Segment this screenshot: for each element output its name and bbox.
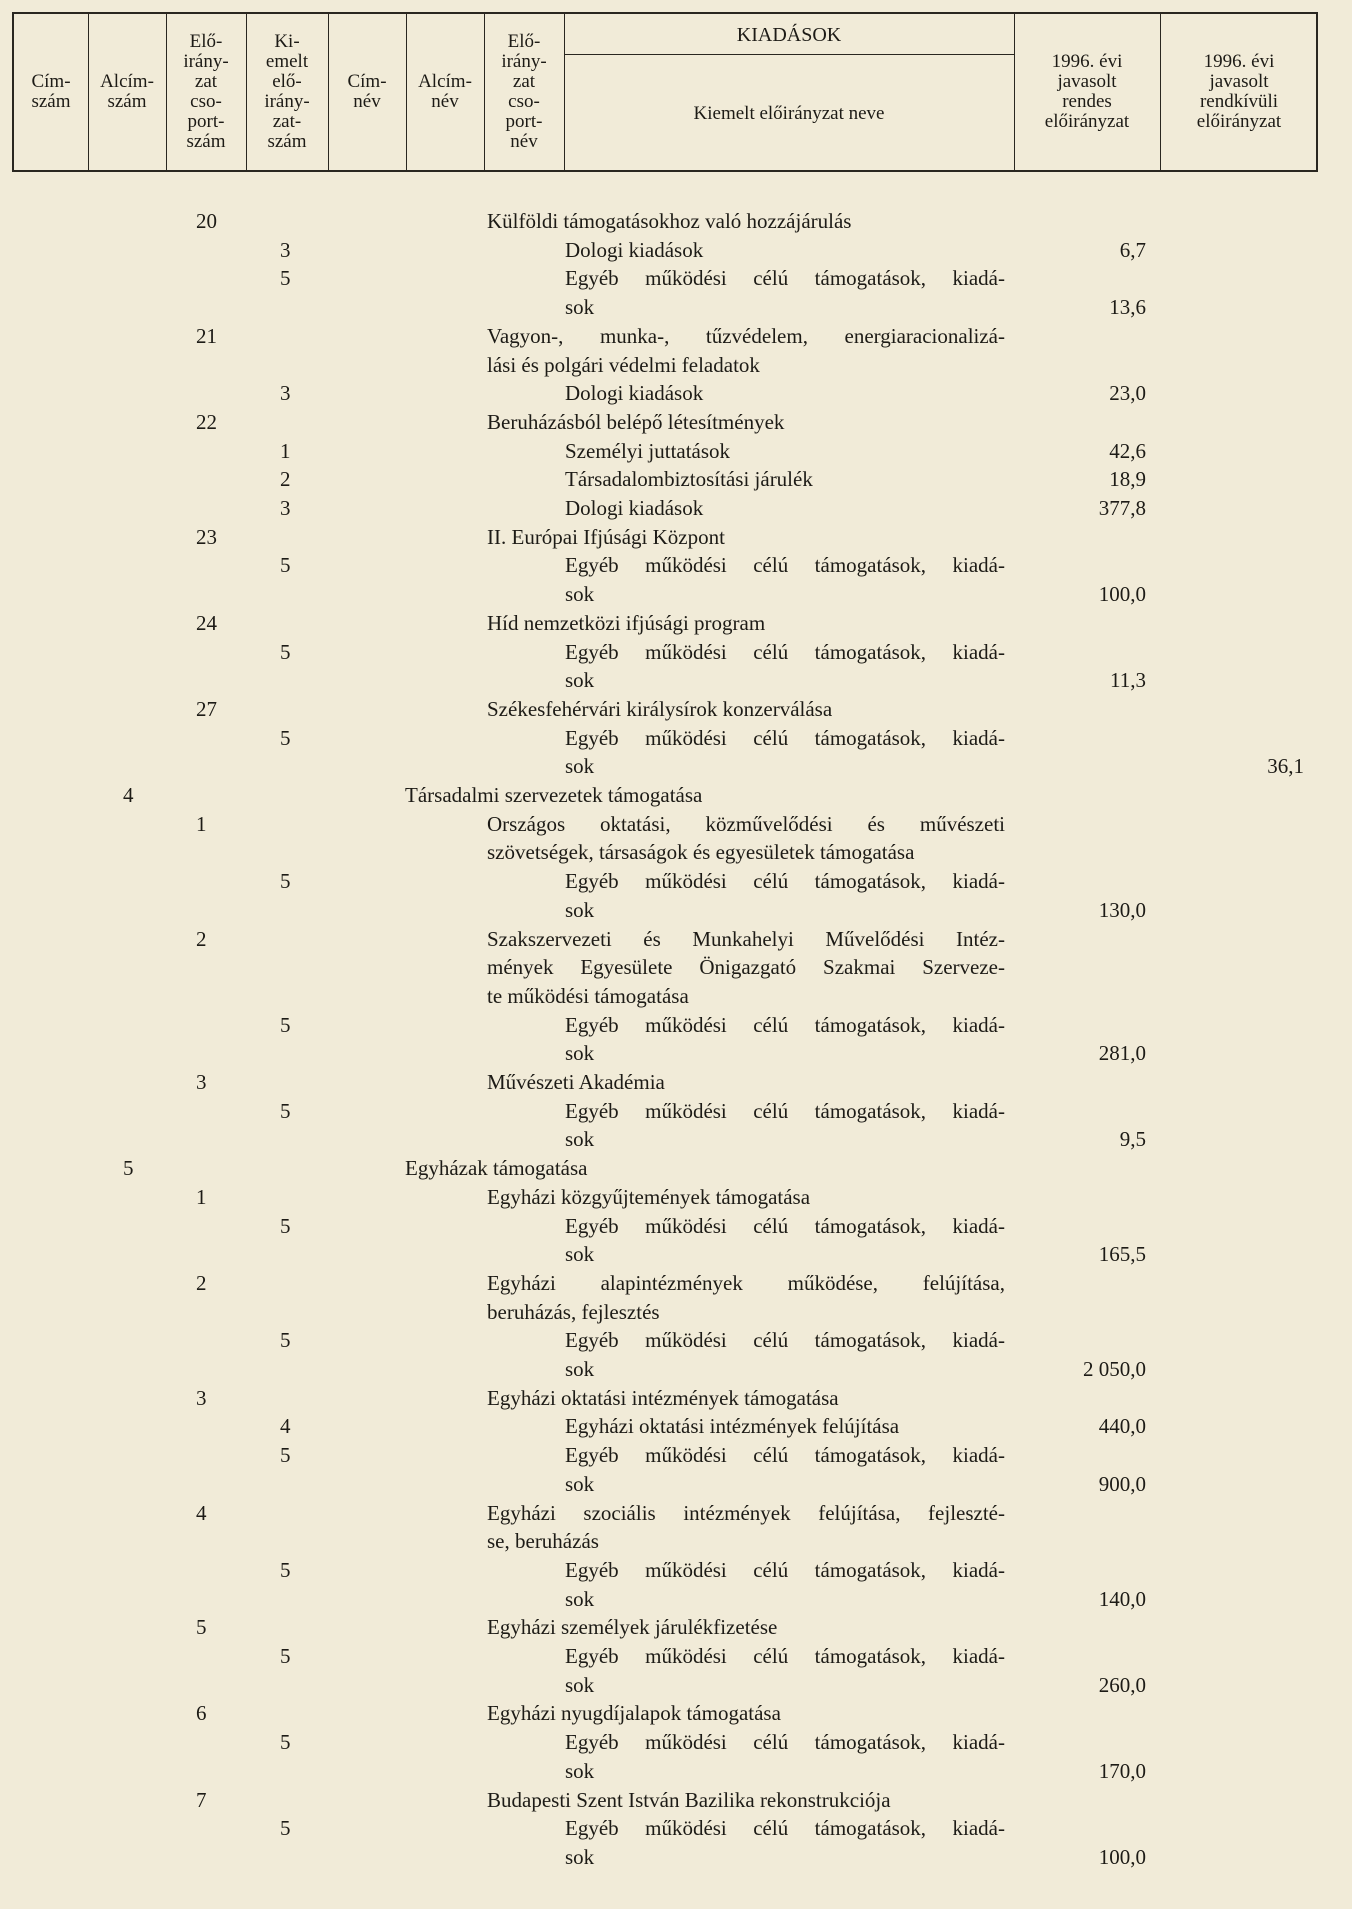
header-kiemelt-nev: Kiemelt előirányzat neve [693,103,885,124]
header-line: szám [31,91,71,112]
row-label: sok [565,1672,595,1697]
row-label: sok [565,295,595,320]
row-label: Szakszervezeti és Munkahelyi Művelődési Intéz- [487,926,1005,951]
row-label: lási és polgári védelmi feladatok [487,352,760,377]
row-label: sok [565,1844,595,1869]
rendes-amount: 9,5 [1119,1127,1146,1152]
header-line: javasolt [1209,71,1269,92]
header-rendes [1014,14,1160,170]
alcim-szam: 4 [123,783,134,807]
header-line: Cím- [347,71,387,92]
header-line: 1996. évi [1203,51,1275,72]
csoport-szam: 20 [196,209,217,233]
csoport-szam: 22 [196,409,217,434]
rendes-amount: 377,8 [1098,496,1146,520]
rendes-amount: 260,0 [1098,1672,1146,1697]
rendes-amount: 440,0 [1098,1414,1146,1439]
header-kiemeltszam [246,14,328,170]
rendes-amount: 165,5 [1098,1242,1146,1267]
row-label: Dologi kiadások [565,237,704,262]
kiemelt-szam: 5 [280,266,291,291]
rendes-amount: 11,3 [1110,668,1146,693]
csoport-szam: 2 [196,1270,207,1295]
header-kiadasok: KIADÁSOK [736,23,842,46]
header-line: Cím- [31,71,71,92]
header-line: javasolt [1057,71,1117,92]
rendes-amount: 900,0 [1098,1471,1146,1496]
row-label: Egyházi oktatási intézmények felújítása [565,1414,900,1439]
csoport-szam: 3 [196,1385,207,1410]
header-line: szám [107,91,147,112]
csoport-szam: 21 [196,323,217,348]
row-label: sok [565,1242,595,1267]
kiemelt-szam: 5 [280,869,291,894]
row-label: Híd nemzetközi ifjúsági program [487,610,766,635]
header-line: név [510,131,538,152]
kiemelt-szam: 5 [280,1443,291,1468]
header-alcimszam [88,14,166,170]
row-label: Társadalmi szervezetek támogatása [405,783,703,807]
csoport-szam: 24 [196,610,217,635]
rendes-amount: 130,0 [1098,897,1146,922]
header-rendkivuli [1160,14,1318,170]
kiemelt-szam: 3 [280,381,291,406]
csoport-szam: 27 [196,696,217,721]
header-line: emelt [265,51,309,72]
row-label: szövetségek, társaságok és egyesületek támogatása [487,840,915,865]
csoport-szam: 1 [196,811,207,836]
kiemelt-szam: 3 [280,496,291,520]
row-label: te működési támogatása [487,983,689,1008]
header-line: szám [267,131,307,152]
header-line: Alcím- [100,71,154,92]
row-label: Egyéb működési célú támogatások, kiadá- [565,1213,1005,1238]
rendes-amount: 281,0 [1098,1041,1146,1066]
header-csoportnev [484,14,564,170]
header-line: cso- [508,91,540,112]
header-line: Alcím- [418,71,472,92]
kiemelt-szam: 5 [280,553,291,578]
row-label: sok [565,582,595,607]
header-line: Elő- [507,31,541,52]
row-label: sok [565,1357,595,1381]
kiemelt-szam: 2 [280,467,291,492]
kiemelt-szam: 3 [280,237,291,262]
row-label: Egyházi nyugdíjalapok támogatása [487,1701,781,1726]
header-line: előirányzat [1044,111,1130,132]
row-label: Egyéb működési célú támogatások, kiadá- [565,869,1005,894]
csoport-szam: 5 [196,1615,207,1640]
row-label: sok [565,1586,595,1611]
rendkivuli-amount: 36,1 [1267,754,1304,779]
header-line: port- [187,111,225,132]
rendes-amount: 23,0 [1109,381,1146,406]
row-label: Egyéb működési célú támogatások, kiadá- [565,725,1005,750]
kiemelt-szam: 5 [280,1213,291,1238]
row-label: Budapesti Szent István Bazilika rekonstrukciója [487,1787,891,1812]
row-label: Egyéb működési célú támogatások, kiadá- [565,1328,1005,1353]
alcim-szam: 5 [123,1156,134,1181]
csoport-szam: 1 [196,1184,207,1209]
header-line: zat [512,71,536,92]
kiemelt-szam: 4 [280,1414,291,1439]
header-line: név [353,91,381,112]
row-label: Személyi juttatások [565,438,731,463]
row-label: Egyéb működési célú támogatások, kiadá- [565,1012,1005,1037]
header-line: rendes [1062,91,1112,112]
row-label: Egyéb működési célú támogatások, kiadá- [565,1443,1005,1468]
row-label: Egyéb működési célú támogatások, kiadá- [565,1098,1005,1123]
row-label: se, beruházás [487,1529,599,1554]
table-header [12,12,1318,172]
header-csoportszam [166,14,246,170]
row-label: II. Európai Ifjúsági Központ [487,524,725,549]
row-label: Országos oktatási, közművelődési és művészeti [487,811,1005,836]
row-label: sok [565,1041,595,1066]
header-line: 1996. évi [1051,51,1123,72]
csoport-szam: 23 [196,524,217,549]
row-label: Egyéb működési célú támogatások, kiadá- [565,1644,1005,1668]
kiemelt-szam: 5 [280,1730,291,1755]
kiemelt-szam: 5 [280,1816,291,1841]
row-label: Vagyon-, munka-, tűzvédelem, energiaracionalizá- [487,323,1005,348]
kiemelt-szam: 5 [280,1644,291,1668]
header-cimszam [14,14,88,170]
row-label: Egyházak támogatása [405,1156,588,1181]
header-line: irány- [264,91,310,112]
header-line: rendkívüli [1199,91,1279,112]
row-label: Dologi kiadások [565,496,704,520]
row-label: Dologi kiadások [565,381,704,406]
header-alcimnev [406,14,484,170]
header-line: Ki- [274,31,300,52]
header-line: Elő- [189,31,223,52]
rendes-amount: 140,0 [1098,1586,1146,1611]
csoport-szam: 7 [196,1787,207,1812]
kiemelt-szam: 5 [280,1098,291,1123]
header-line: irány- [501,51,547,72]
rendes-amount: 13,6 [1109,295,1146,320]
row-label: Művészeti Akadémia [487,1070,665,1094]
row-label: Egyházi közgyűjtemények támogatása [487,1184,811,1209]
header-line: irány- [183,51,229,72]
header-line: zat [194,71,218,92]
kiemelt-szam: 1 [280,438,291,463]
row-label: Egyéb működési célú támogatások, kiadá- [565,1816,1005,1841]
row-label: Társadalombiztosítási járulék [565,467,813,492]
kiemelt-szam: 5 [280,639,291,664]
row-label: sok [565,1127,595,1152]
kiemelt-szam: 5 [280,725,291,750]
row-label: Beruházásból belépő létesítmények [487,409,785,434]
row-label: Egyéb működési célú támogatások, kiadá- [565,639,1005,664]
kiemelt-szam: 5 [280,1012,291,1037]
rendes-amount: 42,6 [1109,438,1146,463]
kiemelt-szam: 5 [280,1328,291,1353]
header-line: zat- [272,111,302,132]
header-line: cso- [190,91,222,112]
row-label: Egyházi szociális intézmények felújítása, fejleszté- [487,1500,1005,1525]
header-line: port- [505,111,543,132]
row-label: sok [565,1471,595,1496]
csoport-szam: 4 [196,1500,207,1525]
row-label: sok [565,1758,595,1783]
header-line: előirányzat [1196,111,1282,132]
row-label: Egyéb működési célú támogatások, kiadá- [565,1557,1005,1582]
row-label: Egyházi alapintézmények működése, felújítása, [487,1270,1005,1295]
csoport-szam: 3 [196,1070,207,1094]
row-label: Egyházi oktatási intézmények támogatása [487,1385,839,1410]
rendes-amount: 2 050,0 [1083,1357,1146,1381]
rendes-amount: 6,7 [1119,237,1146,262]
csoport-szam: 2 [196,926,207,951]
rendes-amount: 100,0 [1098,582,1146,607]
rendes-amount: 18,9 [1109,467,1146,492]
row-label: sok [565,668,595,693]
row-label: Egyéb működési célú támogatások, kiadá- [565,266,1005,291]
header-cimnev [328,14,406,170]
csoport-szam: 6 [196,1701,207,1726]
row-label: Egyházi személyek járulékfizetése [487,1615,778,1640]
rendes-amount: 100,0 [1098,1844,1146,1869]
header-line: szám [186,131,226,152]
header-line: név [431,91,459,112]
row-label: Egyéb működési célú támogatások, kiadá- [565,1730,1005,1755]
row-label: sok [565,897,595,922]
row-label: Egyéb működési célú támogatások, kiadá- [565,553,1005,578]
rendes-amount: 170,0 [1098,1758,1146,1783]
row-label: sok [565,754,595,779]
row-label: beruházás, fejlesztés [487,1299,660,1324]
kiemelt-szam: 5 [280,1557,291,1582]
row-label: Külföldi támogatásokhoz való hozzájárulás [487,209,852,233]
header-line: elő- [272,71,302,92]
row-label: mények Egyesülete Önigazgató Szakmai Szerveze- [487,955,1005,980]
row-label: Székesfehérvári királysírok konzerválása [487,696,833,721]
